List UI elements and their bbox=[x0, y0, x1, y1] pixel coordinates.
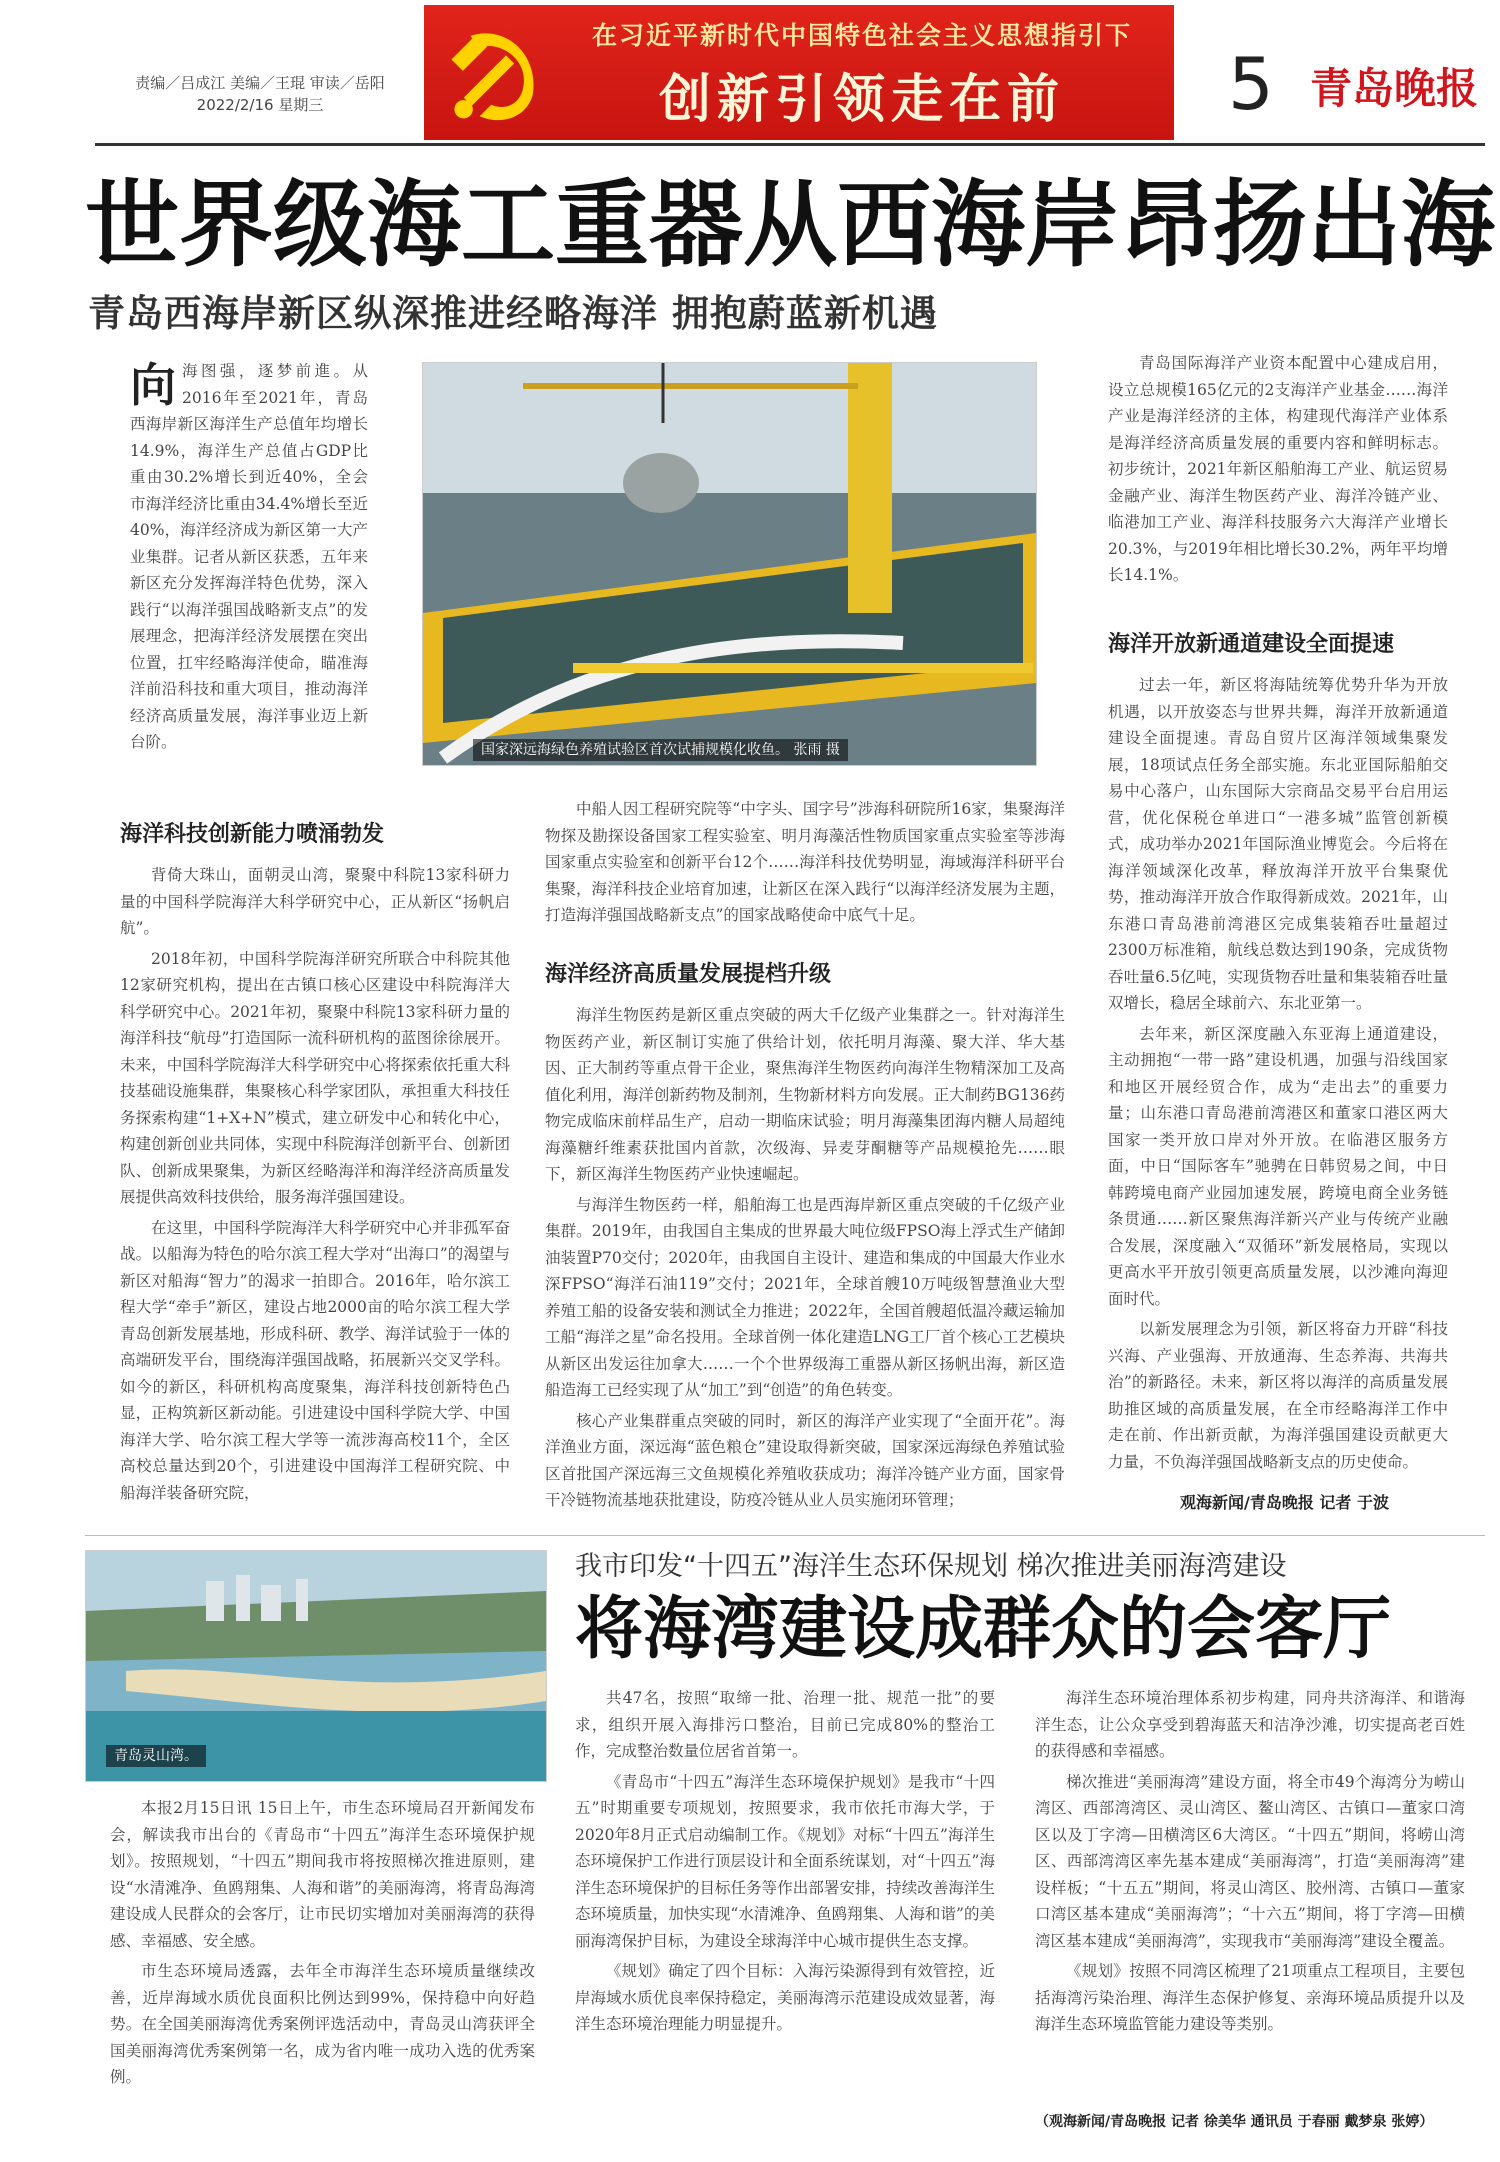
hammer-sickle-icon bbox=[436, 15, 551, 130]
article2-kicker: 我市印发“十四五”海洋生态环保规划 梯次推进美丽海湾建设 bbox=[575, 1551, 1287, 1582]
paragraph: 青岛国际海洋产业资本配置中心建成启用，设立总规模165亿元的2支海洋产业基金……海洋产业是海洋经济的主体，构建现代海洋产业体系是海洋经济高质量发展的重要内容和鲜明标志。初步统计，2021年新区船舶海工产业、航运贸易金融产业、海洋生物医药产业、海洋冷链产业、临港加工产业、海洋科技服务六大海洋产业增长20.3%，与2019年相比增长30.2%，两年平均增长14.1%。 bbox=[1108, 354, 1448, 584]
banner-motto: 创新引领走在前 bbox=[658, 70, 1065, 130]
main-headline: 世界级海工重器从西海岸昂扬出海 bbox=[85, 171, 1496, 280]
section1-continued bbox=[545, 796, 1065, 944]
bay-photo-caption: 青岛灵山湾。 bbox=[106, 1745, 206, 1767]
aquaculture-platform-illustration bbox=[423, 363, 1036, 765]
theme-banner bbox=[424, 5, 1174, 140]
paragraph: 核心产业集群重点突破的同时，新区的海洋产业实现了“全面开花”。海洋渔业方面，深远海“蓝色粮仓”建设取得新突破，国家深远海绿色养殖试验区首批国产深远海三文鱼规模化养殖收获成功；海洋冷链产业方面，国家骨干冷链物流基地获批建设，防疫冷链从业人员实施闭环管理； bbox=[545, 1411, 1065, 1509]
article2-byline: （观海新闻/青岛晚报 记者 徐美华 通讯员 于春丽 戴梦泉 张婷） bbox=[1035, 2114, 1434, 2130]
article-divider bbox=[85, 1535, 1485, 1536]
header-rule bbox=[95, 143, 1485, 146]
article2-col1 bbox=[110, 1795, 535, 2155]
article1-byline: 观海新闻/青岛晚报 记者 于波 bbox=[1180, 1493, 1389, 1512]
paragraph: 海洋生态环境治理体系初步构建，同舟共济海洋、和谐海洋生态，让公众享受到碧海蓝天和洁净沙滩，切实提高老百姓的获得感和幸福感。 bbox=[1035, 1689, 1465, 1760]
paragraph: 中船人因工程研究院等“中字头、国字号”涉海科研院所16家，集聚海洋物探及勘探设备国家工程实验室、明月海藻活性物质国家重点实验室等涉海国家重点实验室和创新平台12个……海洋科技优势明显，海域海洋科研平台集聚，海洋科技企业培育加速，让新区在深入践行“以海洋经济发展为主题，打造海洋强国战略新支点”的国家战略使命中底气十足。 bbox=[545, 800, 1065, 924]
editor-credits bbox=[110, 72, 410, 116]
section3-body bbox=[1108, 672, 1448, 1482]
newspaper-logo: 青岛晚报 bbox=[1310, 64, 1479, 113]
section2 bbox=[545, 960, 1065, 1532]
page-number: 5 bbox=[1228, 42, 1274, 126]
banner-slogan: 在习近平新时代中国特色社会主义思想指引下 bbox=[591, 21, 1132, 50]
main-subhead: 青岛西海岸新区纵深推进经略海洋 拥抱蔚蓝新机遇 bbox=[88, 292, 938, 335]
paragraph: 背倚大珠山，面朝灵山湾，聚聚中科院13家科研力量的中国科学院海洋大科学研究中心，正从新区“扬帆启航”。 bbox=[120, 866, 510, 937]
lead-text: 海图强，逐梦前進。从2016年至2021年，青岛西海岸新区海洋生产总值年均增长14.9%，海洋生产总值占GDP比重由30.2%增长到近40%，全会市海洋经济比重由34.4%增长至近40%，海洋经济成为新区第一大产业集群。记者从新区获悉，五年来新区充分发挥海洋特色优势，深入践行“以海洋强国战略新支点”的发展理念，把海洋经济发展摆在突出位置，扛牢经略海洋使命，瞄准海洋前沿科技和重大项目，推动海洋经济高质量发展，海洋事业迈上新台阶。 bbox=[130, 362, 368, 751]
paragraph: 本报2月15日讯 15日上午，市生态环境局召开新闻发布会，解读我市出台的《青岛市“十四五”海洋生态环境保护规划》。按照规划，“十四五”期间我市将按照梯次推进原则，建设“水清滩净、鱼鸥翔集、人海和谐”的美丽海湾，将青岛海湾建设成人民群众的会客厅，让市民切实增加对美丽海湾的获得感、幸福感、安全感。 bbox=[110, 1799, 535, 1950]
dropcap: 向 bbox=[130, 358, 176, 412]
section2-title: 海洋经济高质量发展提档升级 bbox=[545, 962, 832, 987]
article2-col2 bbox=[575, 1685, 995, 2155]
section3-title: 海洋开放新通道建设全面提速 bbox=[1108, 632, 1395, 657]
paragraph: 《青岛市“十四五”海洋生态环境保护规划》是我市“十四五”时期重要专项规划，按照要求，我市依托市海大学，于2020年8月正式启动编制工作。《规划》对标“十四五”海洋生态环境保护工作进行顶层设计和全面系统谋划，对“十四五”海洋生态环境保护的目标任务等作出部署安排，持续改善海洋生态环境质量，加快实现“水清滩净、鱼鸥翔集、人海和谐”的美丽海湾保护目标，为建设全球海洋中心城市提供生态支撑。 bbox=[575, 1772, 995, 1950]
editor-line: 责编／吕成江 美编／王琨 审读／岳阳 bbox=[135, 74, 385, 92]
section3 bbox=[1108, 630, 1448, 1482]
paragraph: 与海洋生物医药一样，船舶海工也是西海岸新区重点突破的千亿级产业集群。2019年，由我国自主集成的世界最大吨位级FPSO海上浮式生产储卸油装置P70交付；2020年，由我国自主设计、建造和集成的中国最大作业水深FPSO“海洋石油119”交付；2021年，全球首艘10万吨级智慧渔业大型养殖工船的设备安装和测试全力推进；2022年，全国首艘超低温冷藏运输加工船“海洋之星”命名投用。全球首例一体化建造LNG工厂首个核心工艺模块从新区出发运往加拿大……一个个世界级海工重器从新区扬帆出海，新区造船造海工已经实现了从“加工”到“创造”的角色转变。 bbox=[545, 1195, 1065, 1399]
bay-photo bbox=[85, 1550, 547, 1782]
paragraph: 《规划》确定了四个目标：入海污染源得到有效管控，近岸海域水质优良率保持稳定，美丽海湾示范建设成效显著，海洋生态环境治理能力明显提升。 bbox=[575, 1962, 995, 2033]
article2-col3 bbox=[1035, 1685, 1465, 2110]
fish-farm-photo bbox=[422, 362, 1037, 766]
paragraph: 海洋生物医药是新区重点突破的两大千亿级产业集群之一。针对海洋生物医药产业，新区制订实施了供给计划，依托明月海藻、聚大洋、华大基因、正大制药等重点骨干企业，聚焦海洋生物医药向海洋生物精深加工及高值化利用，海洋创新药物及制剂，生物新材料方向发展。正大制药BG136药物完成临床前样品生产，启动一期临床试验；明月海藻集团海内糖人局超纯海藻糖纤维素获批国内首款，次级海、异麦芽酮糖等产品规模抢先……眼下，新区海洋生物医药产业快速崛起。 bbox=[545, 1006, 1065, 1183]
paragraph: 《规划》按照不同湾区梳理了21项重点工程项目，主要包括海湾污染治理、海洋生态保护修复、亲海环境品质提升以及海洋生态环境监管能力建设等类别。 bbox=[1035, 1962, 1465, 2033]
section1 bbox=[120, 820, 510, 1527]
section2-continued bbox=[1108, 350, 1448, 615]
paragraph: 在这里，中国科学院海洋大科学研究中心并非孤军奋战。以船海为特色的哈尔滨工程大学对“出海口”的渴望与新区对船海“智力”的渴求一拍即合。2016年，哈尔滨工程大学“牵手”新区，建设占地2000亩的哈尔滨工程大学青岛创新发展基地，形成科研、教学、海洋试验于一体的高端研发平台，围绕海洋强国战略，拓展新兴交叉学科。如今的新区，科研机构高度聚集，海洋科技创新特色凸显，正构筑新区新动能。引进建设中国科学院大学、中国海洋大学、哈尔滨工程大学等一流涉海高校11个，全区高校总量达到20个，引进建设中国海洋工程研究院、中船海洋装备研究院， bbox=[120, 1218, 510, 1502]
paragraph: 市生态环境局透露，去年全市海洋生态环境质量继续改善，近岸海域水质优良面积比例达到99%，保持稳中向好趋势。在全国美丽海湾优秀案例评选活动中，青岛灵山湾获评全国美丽海湾优秀案例第一名，成为省内唯一成功入选的优秀案例。 bbox=[110, 1962, 535, 2086]
date-line: 2022/2/16 星期三 bbox=[196, 96, 324, 114]
article2-headline: 将海湾建设成群众的会客厅 bbox=[575, 1590, 1392, 1669]
photo-caption: 国家深远海绿色养殖试验区首次试捕规模化收鱼。 张雨 摄 bbox=[473, 739, 848, 761]
paragraph: 2018年初，中国科学院海洋研究所联合中科院其他12家研究机构，提出在古镇口核心区建设中科院海洋大科学研究中心。2021年初，聚聚中科院13家科研力量的海洋科技“航母”打造国际一流科研机构的蓝图徐徐展开。未来，中国科学院海洋大科学研究中心将探索依托重大科技基础设施集群，集聚核心科学家团队，承担重大科技任务探索构建“1+X+N”模式，建立研发中心和转化中心，构建创新创业共同体，实现中科院海洋创新平台、创新团队、创新成果聚集，为新区经略海洋和海洋经济高质量发展提供高效科技供给，服务海洋强国建设。 bbox=[120, 949, 510, 1206]
section1-body bbox=[120, 862, 510, 1527]
section2-body bbox=[545, 1002, 1065, 1532]
section1-title: 海洋科技创新能力喷涌勃发 bbox=[120, 822, 385, 847]
paragraph: 以新发展理念为引领，新区将奋力开辟“科技兴海、产业强海、开放通海、生态养海、共海共治”的新路径。未来，新区将以海洋的高质量发展助推区域的高质量发展，在全市经略海洋工作中走在前、作出新贡献，为海洋强国建设贡献更大力量，不负海洋强国战略新支点的历史使命。 bbox=[1108, 1320, 1448, 1471]
paragraph: 过去一年，新区将海陆统筹优势升华为开放机遇，以开放姿态与世界共舞，海洋开放新通道建设全面提速。青岛自贸片区海洋领域集聚发展，18项试点任务全部实施。东北亚国际船舶交易中心落户，山东国际大宗商品交易平台启用运营，优化保税仓单进口“一港多城”监管创新模式，成功举办2021年国际渔业博览会。今后将在海洋领域深化改革，释放海洋开放平台集聚优势，推动海洋开放合作取得新成效。2021年，山东港口青岛港前湾港区完成集装箱吞吐量超过2300万标准箱，航线总数达到190条，完成货物吞吐量6.5亿吨，实现货物吞吐量和集装箱吞吐量双增长，稳居全球前六、东北亚第一。 bbox=[1108, 676, 1448, 1012]
lead-paragraph bbox=[130, 358, 368, 788]
paragraph: 去年来，新区深度融入东亚海上通道建设，主动拥抱“一带一路”建设机遇，加强与沿线国家和地区开展经贸合作，成为“走出去”的重要力量；山东港口青岛港前湾港区和董家口港区两大国家一类开放口岸对外开放。在临港区服务方面，中日“国际客车”驰骋在日韩贸易之间，中日韩跨境电商产业园加速发展，跨境电商全业务链条贯通……新区聚焦海洋新兴产业与传统产业融合发展，深度融入“双循环”新发展格局，实现以更高水平开放引领更高质量发展，以沙滩向海迎面时代。 bbox=[1108, 1024, 1448, 1308]
paragraph: 梯次推进“美丽海湾”建设方面，将全市49个海湾分为崂山湾区、西部湾湾区、灵山湾区、鳌山湾区、古镇口—董家口湾区以及丁字湾—田横湾区6大湾区。“十四五”期间，将崂山湾区、西部湾湾区率先基本建成“美丽海湾”，打造“美丽海湾”建设样板；“十五五”期间，将灵山湾区、胶州湾、古镇口—董家口湾区基本建成“美丽海湾”；“十六五”期间，将丁字湾—田横湾区基本建成“美丽海湾”，实现我市“美丽海湾”建设全覆盖。 bbox=[1035, 1772, 1465, 1950]
paragraph: 共47名，按照“取缔一批、治理一批、规范一批”的要求，组织开展入海排污口整治，目前已完成80%的整治工作，完成整治数量位居省首第一。 bbox=[575, 1689, 995, 1760]
